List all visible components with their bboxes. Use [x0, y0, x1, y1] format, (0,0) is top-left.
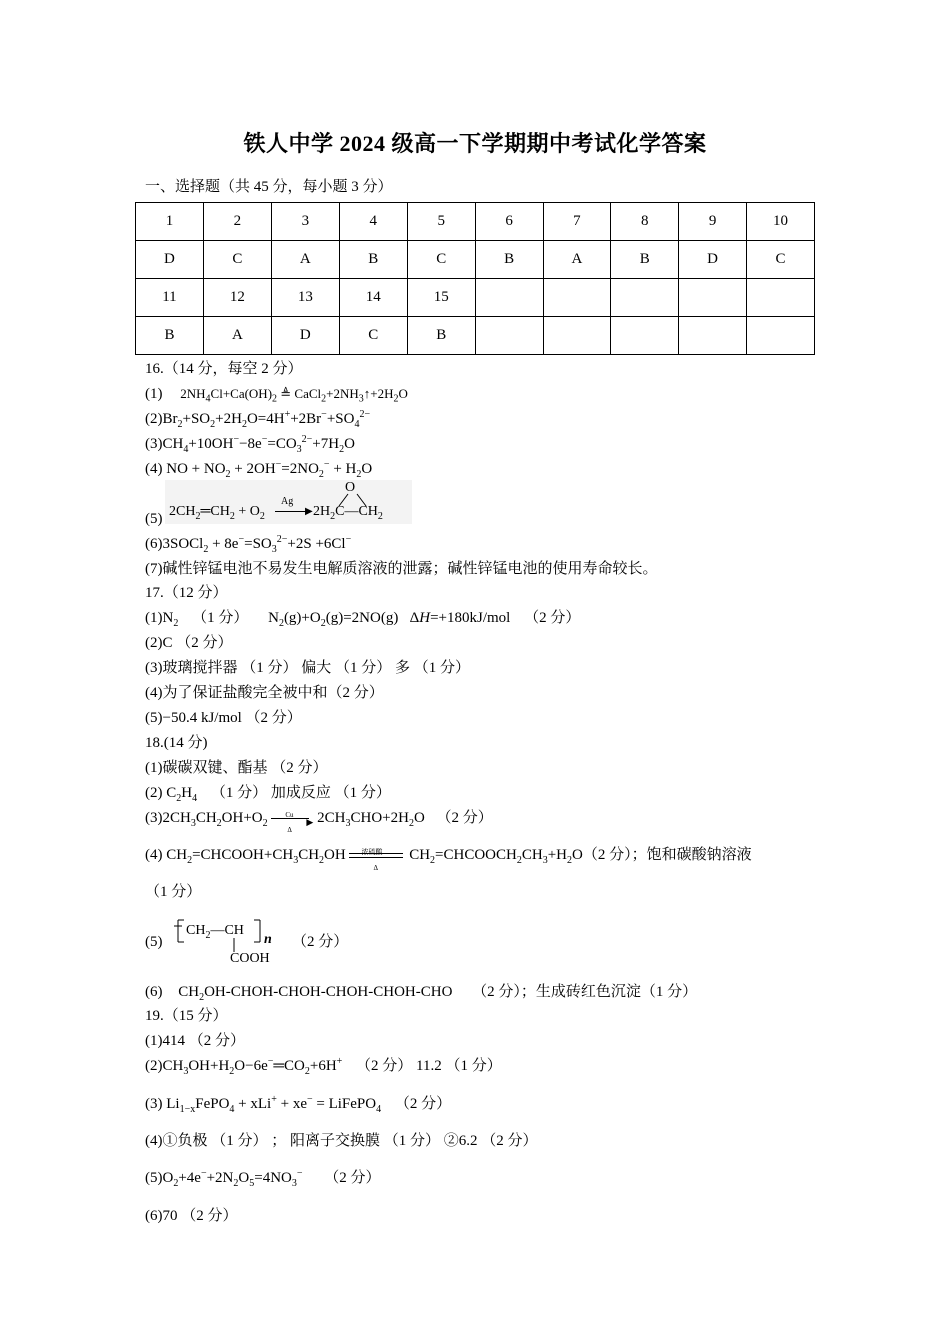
- table-row: [136, 203, 815, 241]
- q16-answer-7: (7)碱性锌锰电池不易发生电解质溶液的泄露；碱性锌锰电池的使用寿命较长。: [145, 561, 658, 577]
- q17-answer-2: (2)C （2 分）: [145, 635, 233, 651]
- table-cell: 2: [203, 203, 271, 241]
- table-cell: [475, 317, 543, 355]
- table-cell: [543, 317, 611, 355]
- table-cell: C: [407, 241, 475, 279]
- table-row: [136, 241, 815, 279]
- table-cell: D: [136, 241, 204, 279]
- table-cell: 12: [203, 279, 271, 317]
- q19-answer-5: $(5)O_2+4e^-+2N_2O_5=4NO_3^-$ （2 分）: [145, 1168, 381, 1189]
- table-cell: [475, 279, 543, 317]
- table-cell: 3: [271, 203, 339, 241]
- table-cell: B: [611, 241, 679, 279]
- q18-heading: 18.(14 分): [145, 735, 208, 751]
- q16-answer-1: (1) $2NH_4Cl+Ca(OH)_2$ ≜ $CaCl_2+2NH_3↑+2H_2O$: [145, 386, 408, 405]
- q17-answer-1: $(1)N_2$ （1 分） $N_2(g)+O_2(g)=2NO(g)$ ΔH=+180kJ/mol （2 分）: [145, 610, 581, 629]
- q16-answer-6: (6)3SOCl$_2$ + $8e^-=SO_3^{2-}+2S +6Cl^-$: [145, 534, 352, 555]
- table-cell: 14: [339, 279, 407, 317]
- table-cell: 15: [407, 279, 475, 317]
- table-cell: [611, 279, 679, 317]
- q17-answer-4: (4)为了保证盐酸完全被中和（2 分）: [145, 685, 384, 701]
- table-cell: [747, 279, 815, 317]
- table-cell: [679, 317, 747, 355]
- table-row: [136, 317, 815, 355]
- q17-heading: 17.（12 分）: [145, 585, 228, 601]
- table-cell: B: [339, 241, 407, 279]
- q18-answer-5-label: (5): [145, 934, 163, 950]
- q17-answer-3: (3)玻璃搅拌器 （1 分） 偏大 （1 分） 多 （1 分）: [145, 660, 470, 676]
- table-cell: [679, 279, 747, 317]
- q16-answer-5-label: (5): [145, 511, 163, 527]
- table-cell: 11: [136, 279, 204, 317]
- table-cell: [747, 317, 815, 355]
- q16-answer-4: (4) NO + $NO_2 + 2OH^-=2NO_2^- + H_2O$: [145, 459, 373, 480]
- table-cell: B: [475, 241, 543, 279]
- table-cell: 1: [136, 203, 204, 241]
- q18-answer-6: (6) $CH_2OH-CHOH-CHOH-CHOH-CHOH$-CHO （2 分）；生成砖红色沉淀（1 分）: [145, 984, 698, 1003]
- table-cell: A: [203, 317, 271, 355]
- page-title: 铁人中学 2024 级高一下学期期中考试化学答案: [243, 131, 707, 156]
- q16-heading: 16.（14 分，每空 2 分）: [145, 361, 303, 377]
- table-row: [136, 279, 815, 317]
- polymer-structure: $CH_2—CH$ COOH n: [172, 918, 262, 970]
- q18-answer-1: (1)碳碳双键、酯基 （2 分）: [145, 760, 328, 776]
- q18-answer-4-cont: （1 分）: [145, 884, 202, 900]
- q19-answer-3: (3) $Li_{1-x}FePO_4 + xLi^+ + xe^-$ = LiFePO$_4$ （2 分）: [145, 1094, 452, 1115]
- table-cell: B: [136, 317, 204, 355]
- q16-answer-2: $(2)Br_2+SO_2+2H_2O=4H^++2Br^-+SO_4^{2-}$: [145, 409, 371, 430]
- table-cell: [611, 317, 679, 355]
- table-cell: A: [543, 241, 611, 279]
- table-cell: 10: [747, 203, 815, 241]
- table-cell: 9: [679, 203, 747, 241]
- q19-answer-1: (1)414 （2 分）: [145, 1033, 245, 1049]
- q18-answer-3: $(3)2CH_3CH_2OH+O_2$ Cu ▶ Δ $2CH_3CHO+2H_2O$ （2 分）: [145, 810, 493, 834]
- section-heading: 一、选择题（共 45 分，每小题 3 分）: [145, 179, 393, 195]
- q19-answer-4: (4)①负极 （1 分） ； 阳离子交换膜 （1 分） ②6.2 （2 分）: [145, 1133, 538, 1149]
- table-cell: 13: [271, 279, 339, 317]
- q19-answer-6: (6)70 （2 分）: [145, 1208, 238, 1224]
- q18-answer-4: (4) $CH_2=CHCOOH+CH_3CH_2OH$ 浓硫酸 Δ $CH_2=CHCOOCH_2CH_3+H_2O(2$ 分）；饱和碳酸钠溶液: [145, 847, 752, 872]
- table-cell: 5: [407, 203, 475, 241]
- q17-answer-5: (5)−50.4 kJ/mol （2 分）: [145, 710, 302, 726]
- q19-answer-2: $(2)CH_3OH+H_2O-6e^-═CO_2+6H^+$ （2 分） 11.2 （1 分）: [145, 1056, 502, 1077]
- q16-answer-3: $(3)CH_4+10OH^--8e^-=CO_3^{2-}+7H_2O$: [145, 434, 355, 455]
- epoxide-reaction-image: $2CH_2═CH_2 + O_2$ Ag ▶ $2H_2C—CH_2$ O: [165, 480, 412, 524]
- q18-answer-2: (2) $C_2H_4$ （1 分） 加成反应 （1 分）: [145, 785, 391, 804]
- table-cell: 6: [475, 203, 543, 241]
- table-cell: A: [271, 241, 339, 279]
- table-cell: C: [747, 241, 815, 279]
- table-cell: C: [203, 241, 271, 279]
- table-cell: D: [271, 317, 339, 355]
- answer-table: [135, 202, 815, 355]
- q18-answer-5-score: （2 分）: [292, 934, 349, 950]
- epoxide-ring: [335, 492, 375, 508]
- table-cell: B: [407, 317, 475, 355]
- table-cell: 8: [611, 203, 679, 241]
- table-cell: 4: [339, 203, 407, 241]
- table-cell: D: [679, 241, 747, 279]
- table-cell: C: [339, 317, 407, 355]
- q19-heading: 19.（15 分）: [145, 1008, 228, 1024]
- table-cell: 7: [543, 203, 611, 241]
- table-cell: [543, 279, 611, 317]
